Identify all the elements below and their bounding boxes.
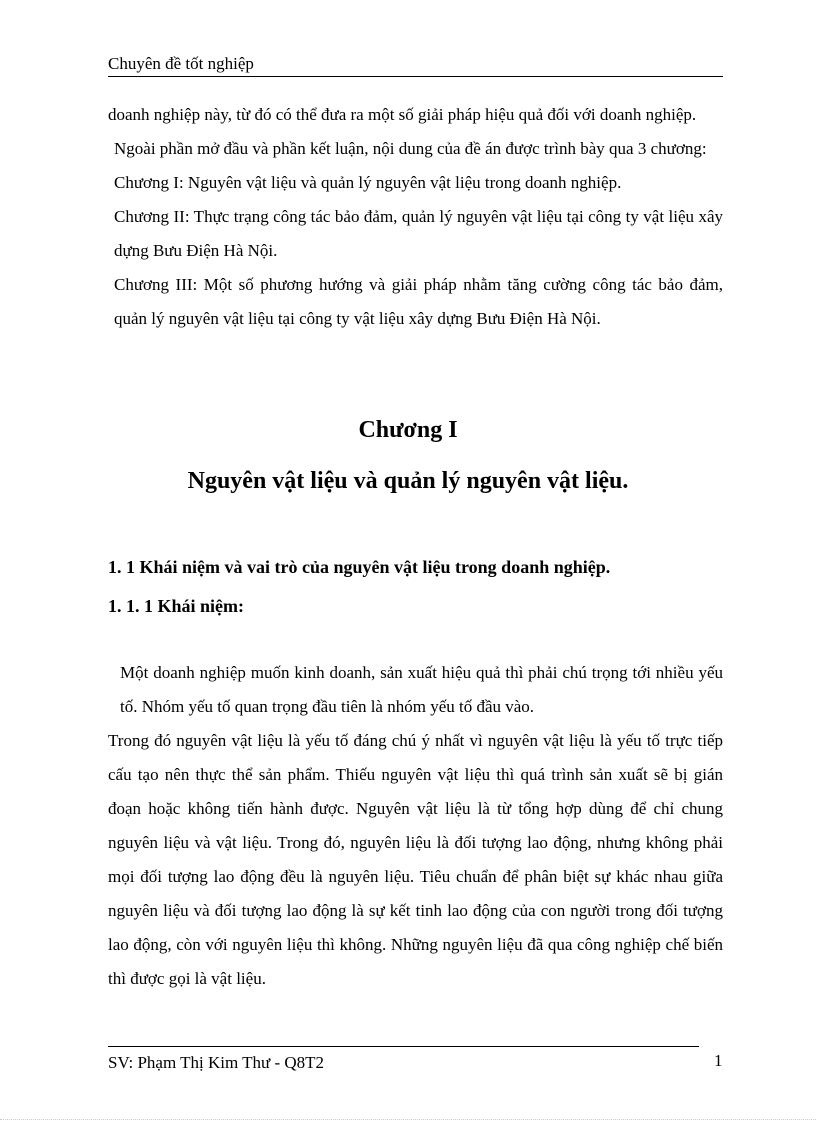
chapter-number: Chương I: [358, 417, 458, 443]
footer-divider: [108, 1046, 699, 1047]
section-heading: 1. 1 Khái niệm và vai trò của nguyên vật liệu trong doanh nghiệp.: [108, 557, 611, 577]
page-number: 1: [714, 1051, 723, 1070]
chapter-overview-item: Chương III: Một số phương hướng và giải pháp nhằm tăng cường công tác bảo đảm, quản lý nguyên vật liệu tại công ty vật liệu xây dựng Bưu Điện Hà Nội.: [114, 275, 723, 328]
body-paragraph: Trong đó nguyên vật liệu là yếu tố đáng chú ý nhất vì nguyên vật liệu là yếu tố trực tiếp cấu tạo nên thực thể sản phẩm. Thiếu nguyên vật liệu thì quá trình sản xuất sẽ bị gián đoạn hoặc không tiến hành được. Nguyên vật liệu là từ tổng hợp dùng để chỉ chung nguyên liệu và vật liệu. Trong đó, nguyên liệu là đối tượng lao động, nhưng không phải mọi đối tượng lao động đều là nguyên liệu. Tiêu chuẩn để phân biệt sự khác nhau giữa nguyên liệu và đối tượng lao động là sự kết tinh lao động của con người trong đối tượng lao động, còn với nguyên liệu thì không. Những nguyên liệu đã qua công nghiệp chế biến thì được gọi là vật liệu.: [108, 731, 723, 988]
intro-paragraph: doanh nghiệp này, từ đó có thể đưa ra một số giải pháp hiệu quả đối với doanh nghiệp.: [108, 105, 697, 124]
intro-paragraph: Ngoài phần mở đầu và phần kết luận, nội dung của đề án được trình bày qua 3 chương:: [114, 139, 707, 158]
page-header: [108, 54, 723, 77]
chapter-title: Nguyên vật liệu và quản lý nguyên vật liệu.: [187, 468, 629, 494]
section-body: [108, 656, 723, 996]
intro-section: [108, 98, 723, 336]
page-edge-divider: [0, 1119, 816, 1120]
subsection-heading: 1. 1. 1 Khái niệm:: [108, 596, 245, 616]
chapter-overview-item: Chương II: Thực trạng công tác bảo đảm, quản lý nguyên vật liệu tại công ty vật liệu xây dựng Bưu Điện Hà Nội.: [114, 207, 723, 260]
header-title: Chuyên đề tốt nghiệp: [108, 54, 254, 73]
footer-author: SV: Phạm Thị Kim Thư - Q8T2: [108, 1053, 325, 1072]
chapter-overview-item: Chương I: Nguyên vật liệu và quản lý nguyên vật liệu trong doanh nghiệp.: [114, 173, 622, 192]
body-paragraph: Một doanh nghiệp muốn kinh doanh, sản xuất hiệu quả thì phải chú trọng tới nhiều yếu tố. Nhóm yếu tố quan trọng đầu tiên là nhóm yếu tố đầu vào.: [120, 663, 723, 716]
